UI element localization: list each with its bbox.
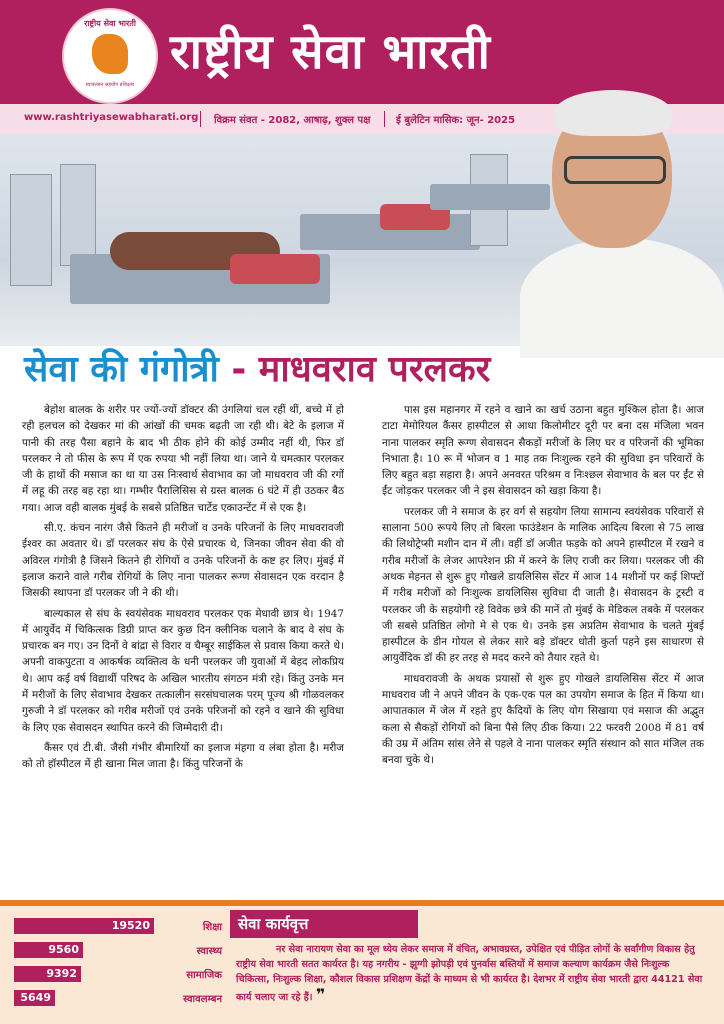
service-stats bbox=[14, 916, 222, 1016]
article-headline bbox=[24, 346, 704, 394]
paragraph: माधवरावजी के अथक प्रयासों से शुरू हुए गोखले डायलिसिस सेंटर में आज माधवराव जी ने अपने जीवन के एक-एक पल का उपयोग समाज के हित में किया था। आपातकाल में जेल में रहते हुए कैदियों के लिए योग सिखाया एवं मसाज की अद्भुत कला से सैकड़ों रोगियों को बिना पैसे लिए ठीक किया। 22 फरवरी 2008 में 81 वर्ष की उम्र में अंतिम सांस लेने से पहले वे नाना पालकर स्मृति संस्थान को सात मंजिल तक बनवा चुके थे। bbox=[382, 672, 704, 767]
paragraph: कैंसर एवं टी.बी. जैसी गंभीर बीमारियों का इलाज मंहगा व लंबा होता है। मरीज को तो हॉस्पीटल में ही खाना मिल जाता है। किंतु परिजनों के bbox=[22, 741, 344, 771]
stat-row bbox=[14, 988, 222, 1008]
bulletin-issue: ई बुलेटिन मासिक: जून- 2025 bbox=[396, 115, 516, 126]
footer-accent-bar bbox=[0, 900, 724, 906]
dialysis-machine bbox=[60, 164, 96, 266]
blanket bbox=[230, 254, 320, 284]
article-column-right bbox=[382, 402, 704, 773]
seva-bharati-logo bbox=[62, 8, 158, 104]
paragraph: परलकर जी ने समाज के हर वर्ग से सहयोग लिया सामान्य स्वयंसेवक परिवारों से सालाना 500 रूपये लिए तो बिरला फाउंडेशन के मालिक आदित्य बिरला से 75 लाख की लिथोट्रेप्सी मशीन दान में ली। वहीं डॉ अजीत फड़के को अपने हास्पीटल में रखने व गरीब मरीजों के लेजर आपरेशन फ्री में करने के लिए राजी कर लिया। परलकर जी की अथक मेहनत से शुरू हुए गोखले डायलिसिस सेंटर में आज 14 मशीनों पर कई शिफ्टों में गरीब मरीजों को निःशुल्क डायलिसिस सुविधा दी जाती है। सेवासदन के ट्रस्टी व परलकर जी के सहयोगी रहे विवेक छत्रे की मानें तो मुंबई के मेडिकल तबके में परलकर जी सबसे प्रतिष्ठित लोगो मे से एक थे। उनके इस अप्रतिम सेवाभाव के चलते मुंबई हास्पीटल के डीन गोयल से लेकर सारे बड़े डॉक्टर धोती कुर्ता पहने इस साधारण से आयुर्वेदिक डॉ की हर तरह से मदद करने को तैयार रहते थे। bbox=[382, 505, 704, 665]
stat-row bbox=[14, 940, 222, 960]
headline-part1: सेवा की गंगोत्री bbox=[24, 349, 219, 390]
headline-part2: - माधवराव परलकर bbox=[218, 349, 491, 390]
paragraph: बेहोश बालक के शरीर पर ज्यों-ज्यों डॉक्टर की उंगलियां चल रहीं थीं, बच्चे में हो रही हलचल को देखकर मां की आंखों की चमक बढ़ती जा रही थी। बेटे के इलाज में पानी की तरह पैसा बहाने के बाद भी ठीक होने की कोई उम्मीद नहीं थी, फिर डॉ परलकर ने तो फीस के रूप में एक रुपया भी नहीं लिया था। जाने ये चमत्कार परलकर जी के हाथों की मसाज का था या उस निःस्वार्थ सेवाभाव का जो माधवराव जी की रगों में लहू की तरह बह रहा था। गम्भीर पैरालिसिस से ग्रस्त बालक 6 घंटे में ही उठकर बैठ गया। आज वही बालक मुंबई के सबसे प्रतिष्ठित चार्टेड एकाउन्टेंट में से एक है। bbox=[22, 404, 344, 514]
glasses-icon bbox=[564, 156, 666, 184]
website-link[interactable]: www.rashtriyasewabharati.org bbox=[24, 112, 199, 123]
article-column-left bbox=[22, 402, 344, 777]
paragraph: बाल्यकाल से संघ के स्वयंसेवक माधवराव परलकर एक मेधावी छात्र थे। 1947 में आयुर्वेद में चिकित्सक डिग्री प्राप्त कर कुछ दिन क्लीनिक चलाने के बाद वे संघ के प्रचारक बन गए। उन दिनों वे बांद्रा से विरार व चैम्बूर साईकिल से प्रवास किया करते थे। अपनी वाकपुटता व आकर्षक व्यक्तित्व के धनी परलकर जी युवाओं में बेहद लोकप्रिय थे। आप कई वर्ष विद्यार्थी परिषद के अखिल भारतीय संगठन मंत्री रहे। किंतु उनके मन में मरीजों के लिए सेवाभाव देखकर तत्कालीन सरसंघचालक परम् पूज्य श्री गोळवलकर गुरुजी ने डॉ परलकर को गरीब मरीजों एवं उनके परिजनों को रहने व खाने की सुविधा के लिए एक सेवासदन स्थापित करने की जिम्मेदारी दी। bbox=[22, 607, 344, 734]
hair bbox=[554, 90, 672, 136]
stat-value: 9560 bbox=[48, 943, 79, 956]
quote-mark-icon: ❞ bbox=[315, 985, 326, 1004]
india-map-icon bbox=[92, 34, 128, 74]
info-divider bbox=[200, 111, 201, 127]
info-divider bbox=[384, 111, 385, 127]
seva-heading: सेवा कार्यवृत्त bbox=[230, 910, 418, 938]
logo-tagline: स्वावलंबन सहयोग प्रशिक्षण bbox=[85, 82, 135, 88]
parlakar-portrait bbox=[520, 88, 724, 354]
stat-label: सामाजिक bbox=[186, 970, 222, 981]
newsletter-title: राष्ट्रीय सेवा भारती bbox=[170, 24, 491, 80]
stat-value: 5649 bbox=[20, 991, 51, 1004]
stat-label: स्वावलम्बन bbox=[183, 994, 222, 1005]
stat-label: शिक्षा bbox=[202, 922, 222, 933]
paragraph: पास इस महानगर में रहने व खाने का खर्च उठाना बहुत मुश्किल होता है। आज टाटा मेमोरियल कैंसर हास्पीटल से आधा किलोमीटर दूरी पर बना दस मंजिला भवन नाना पालकर स्मृति रूग्ण सेवासदन सैकड़ों मरीजों के लिए घर व परिजनों की भूमिका निभाता है। 10 रू में भोजन व 1 माह तक निःशुल्क रहने की सुविधा इन परिवारों के लिए बहुत बड़ा सहारा है। अपने अनवरत परिश्रम व निःश्छल सेवाभाव के बल पर ईंट से ईंट जोड़कर परलकर जी ने इस सेवासदन को खड़ा किया है। bbox=[382, 404, 704, 498]
logo-top-text: राष्ट्रीय सेवा भारती bbox=[84, 19, 136, 28]
white-shirt bbox=[520, 238, 724, 358]
stat-label: स्वास्थ्य bbox=[196, 946, 222, 957]
seva-text: नर सेवा नारायण सेवा का मूल ध्येय लेकर समाज में वंचित, अभावग्रस्त, उपेक्षित एवं पीड़ित लोगों के सर्वांगीण विकास हेतु राष्ट्रीय सेवा भारती सतत कार्यरत है। यह नगरीय - झुग्गी झोपड़ी एवं पुनर्वास बस्तियों में समाज कल्याण कार्यक्रम जैसे निःशुल्क चिकित्सा, निःशुल्क शिक्षा, कौशल विकास प्रशिक्षण केंद्रों के माध्यम से भी कार्यरत है। देशभर में राष्ट्रीय सेवा भारती द्वारा 44121 सेवा कार्य चलाए जा रहे हैं। bbox=[236, 944, 703, 1003]
stat-value: 19520 bbox=[111, 919, 150, 932]
samvat-date: विक्रम संवत - 2082, आषाढ़, शुक्ल पक्ष bbox=[214, 115, 371, 126]
stat-value: 9392 bbox=[46, 967, 77, 980]
paragraph: सी.ए. कंचन नारंग जैसे कितने ही मरीजों व उनके परिजनों के लिए माधवरावजी ईश्वर का अवतार थे। डॉ परलकर संघ के ऐसे प्रचारक थे, जिनका जीवन सेवा की वो अविरल गंगोत्री है जिसने कितने ही रोगियों व उनके परिजनों के कष्ट हर लिए। मुंबई में इलाज कराने वाले गरीब रोगियों के लिए नाना पालकर रूग्ण सेवासदन एक वरदान है जिसकी स्थापना डॉ परलकर जी ने की थी। bbox=[22, 522, 344, 600]
stat-row bbox=[14, 964, 222, 984]
seva-description bbox=[236, 942, 706, 1005]
dialysis-machine bbox=[10, 174, 52, 286]
stat-row bbox=[14, 916, 222, 936]
